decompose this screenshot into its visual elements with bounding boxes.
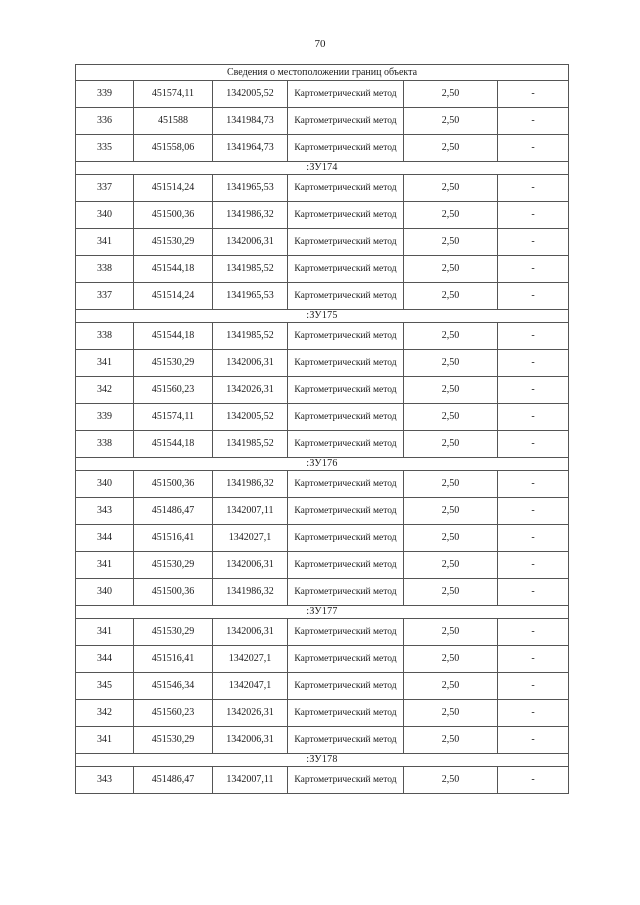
section-title: :ЗУ176 [76,458,569,471]
table-row [76,579,569,606]
section-title: :ЗУ178 [76,754,569,767]
accuracy-cell: 2,50 [404,498,498,525]
method-cell: Картометрический метод [288,552,404,579]
method-cell: Картометрический метод [288,700,404,727]
x-coordinate-cell: 451514,24 [134,175,213,202]
y-coordinate-cell: 1341986,32 [213,202,288,229]
note-cell: - [498,81,569,108]
section-title: :ЗУ175 [76,310,569,323]
accuracy-cell: 2,50 [404,202,498,229]
accuracy-cell: 2,50 [404,323,498,350]
method-cell: Картометрический метод [288,135,404,162]
x-coordinate-cell: 451530,29 [134,552,213,579]
point-number-cell: 338 [76,323,134,350]
method-cell: Картометрический метод [288,350,404,377]
point-number-cell: 343 [76,498,134,525]
y-coordinate-cell: 1342006,31 [213,229,288,256]
point-number-cell: 345 [76,673,134,700]
table-row [76,135,569,162]
note-cell: - [498,256,569,283]
accuracy-cell: 2,50 [404,377,498,404]
point-number-cell: 341 [76,619,134,646]
y-coordinate-cell: 1341986,32 [213,579,288,606]
table-row [76,646,569,673]
point-number-cell: 342 [76,377,134,404]
y-coordinate-cell: 1342026,31 [213,700,288,727]
note-cell: - [498,135,569,162]
point-number-cell: 341 [76,229,134,256]
method-cell: Картометрический метод [288,377,404,404]
section-row [76,310,569,323]
page-number: 70 [314,38,326,50]
table-row [76,673,569,700]
y-coordinate-cell: 1342007,11 [213,767,288,794]
point-number-cell: 343 [76,767,134,794]
accuracy-cell: 2,50 [404,471,498,498]
table-row [76,700,569,727]
point-number-cell: 339 [76,404,134,431]
accuracy-cell: 2,50 [404,108,498,135]
x-coordinate-cell: 451516,41 [134,646,213,673]
accuracy-cell: 2,50 [404,525,498,552]
table-row [76,108,569,135]
x-coordinate-cell: 451530,29 [134,229,213,256]
method-cell: Картометрический метод [288,646,404,673]
y-coordinate-cell: 1341986,32 [213,471,288,498]
y-coordinate-cell: 1342006,31 [213,350,288,377]
table-header-row [76,65,569,81]
note-cell: - [498,175,569,202]
y-coordinate-cell: 1342006,31 [213,619,288,646]
point-number-cell: 340 [76,471,134,498]
x-coordinate-cell: 451530,29 [134,727,213,754]
section-row [76,606,569,619]
section-row [76,458,569,471]
x-coordinate-cell: 451544,18 [134,323,213,350]
table-row [76,431,569,458]
point-number-cell: 338 [76,431,134,458]
x-coordinate-cell: 451588 [134,108,213,135]
table-row [76,619,569,646]
y-coordinate-cell: 1341985,52 [213,431,288,458]
table-row [76,229,569,256]
method-cell: Картометрический метод [288,175,404,202]
x-coordinate-cell: 451486,47 [134,498,213,525]
method-cell: Картометрический метод [288,202,404,229]
table-row [76,404,569,431]
note-cell: - [498,377,569,404]
note-cell: - [498,619,569,646]
y-coordinate-cell: 1342027,1 [213,646,288,673]
note-cell: - [498,283,569,310]
x-coordinate-cell: 451560,23 [134,700,213,727]
accuracy-cell: 2,50 [404,700,498,727]
table-row [76,350,569,377]
method-cell: Картометрический метод [288,579,404,606]
note-cell: - [498,471,569,498]
table-row [76,498,569,525]
note-cell: - [498,229,569,256]
point-number-cell: 340 [76,202,134,229]
x-coordinate-cell: 451530,29 [134,350,213,377]
table-row [76,767,569,794]
section-title: :ЗУ177 [76,606,569,619]
method-cell: Картометрический метод [288,323,404,350]
note-cell: - [498,323,569,350]
y-coordinate-cell: 1342047,1 [213,673,288,700]
y-coordinate-cell: 1342026,31 [213,377,288,404]
point-number-cell: 344 [76,646,134,673]
note-cell: - [498,767,569,794]
y-coordinate-cell: 1342006,31 [213,727,288,754]
x-coordinate-cell: 451486,47 [134,767,213,794]
point-number-cell: 339 [76,81,134,108]
note-cell: - [498,404,569,431]
method-cell: Картометрический метод [288,108,404,135]
accuracy-cell: 2,50 [404,552,498,579]
note-cell: - [498,700,569,727]
note-cell: - [498,552,569,579]
x-coordinate-cell: 451516,41 [134,525,213,552]
accuracy-cell: 2,50 [404,646,498,673]
point-number-cell: 344 [76,525,134,552]
table-title: Сведения о местоположении границ объекта [76,65,569,81]
point-number-cell: 341 [76,552,134,579]
note-cell: - [498,108,569,135]
point-number-cell: 336 [76,108,134,135]
note-cell: - [498,525,569,552]
method-cell: Картометрический метод [288,229,404,256]
note-cell: - [498,727,569,754]
accuracy-cell: 2,50 [404,175,498,202]
method-cell: Картометрический метод [288,673,404,700]
method-cell: Картометрический метод [288,283,404,310]
table-row [76,727,569,754]
method-cell: Картометрический метод [288,498,404,525]
accuracy-cell: 2,50 [404,350,498,377]
y-coordinate-cell: 1341964,73 [213,135,288,162]
method-cell: Картометрический метод [288,81,404,108]
y-coordinate-cell: 1342006,31 [213,552,288,579]
note-cell: - [498,350,569,377]
method-cell: Картометрический метод [288,404,404,431]
table-row [76,202,569,229]
boundary-coordinates-table [75,64,569,794]
accuracy-cell: 2,50 [404,283,498,310]
point-number-cell: 341 [76,727,134,754]
table-row [76,256,569,283]
method-cell: Картометрический метод [288,619,404,646]
note-cell: - [498,673,569,700]
table-row [76,525,569,552]
y-coordinate-cell: 1342027,1 [213,525,288,552]
x-coordinate-cell: 451500,36 [134,202,213,229]
x-coordinate-cell: 451546,34 [134,673,213,700]
accuracy-cell: 2,50 [404,135,498,162]
x-coordinate-cell: 451500,36 [134,471,213,498]
accuracy-cell: 2,50 [404,431,498,458]
table-row [76,552,569,579]
y-coordinate-cell: 1342007,11 [213,498,288,525]
point-number-cell: 341 [76,350,134,377]
point-number-cell: 338 [76,256,134,283]
section-title: :ЗУ174 [76,162,569,175]
x-coordinate-cell: 451544,18 [134,431,213,458]
section-row [76,162,569,175]
method-cell: Картометрический метод [288,525,404,552]
y-coordinate-cell: 1342005,52 [213,404,288,431]
point-number-cell: 337 [76,283,134,310]
method-cell: Картометрический метод [288,431,404,458]
x-coordinate-cell: 451574,11 [134,404,213,431]
table-row [76,175,569,202]
table-row [76,283,569,310]
accuracy-cell: 2,50 [404,767,498,794]
method-cell: Картометрический метод [288,727,404,754]
x-coordinate-cell: 451514,24 [134,283,213,310]
method-cell: Картометрический метод [288,767,404,794]
point-number-cell: 342 [76,700,134,727]
x-coordinate-cell: 451544,18 [134,256,213,283]
method-cell: Картометрический метод [288,471,404,498]
y-coordinate-cell: 1342005,52 [213,81,288,108]
accuracy-cell: 2,50 [404,256,498,283]
section-row [76,754,569,767]
accuracy-cell: 2,50 [404,404,498,431]
y-coordinate-cell: 1341965,53 [213,283,288,310]
x-coordinate-cell: 451500,36 [134,579,213,606]
accuracy-cell: 2,50 [404,673,498,700]
note-cell: - [498,646,569,673]
accuracy-cell: 2,50 [404,579,498,606]
table-row [76,81,569,108]
point-number-cell: 337 [76,175,134,202]
accuracy-cell: 2,50 [404,229,498,256]
y-coordinate-cell: 1341965,53 [213,175,288,202]
y-coordinate-cell: 1341985,52 [213,256,288,283]
accuracy-cell: 2,50 [404,619,498,646]
accuracy-cell: 2,50 [404,727,498,754]
y-coordinate-cell: 1341985,52 [213,323,288,350]
method-cell: Картометрический метод [288,256,404,283]
y-coordinate-cell: 1341984,73 [213,108,288,135]
x-coordinate-cell: 451574,11 [134,81,213,108]
note-cell: - [498,498,569,525]
x-coordinate-cell: 451560,23 [134,377,213,404]
note-cell: - [498,579,569,606]
point-number-cell: 335 [76,135,134,162]
note-cell: - [498,202,569,229]
note-cell: - [498,431,569,458]
table-row [76,377,569,404]
table-row [76,323,569,350]
point-number-cell: 340 [76,579,134,606]
x-coordinate-cell: 451558,06 [134,135,213,162]
table-row [76,471,569,498]
x-coordinate-cell: 451530,29 [134,619,213,646]
accuracy-cell: 2,50 [404,81,498,108]
